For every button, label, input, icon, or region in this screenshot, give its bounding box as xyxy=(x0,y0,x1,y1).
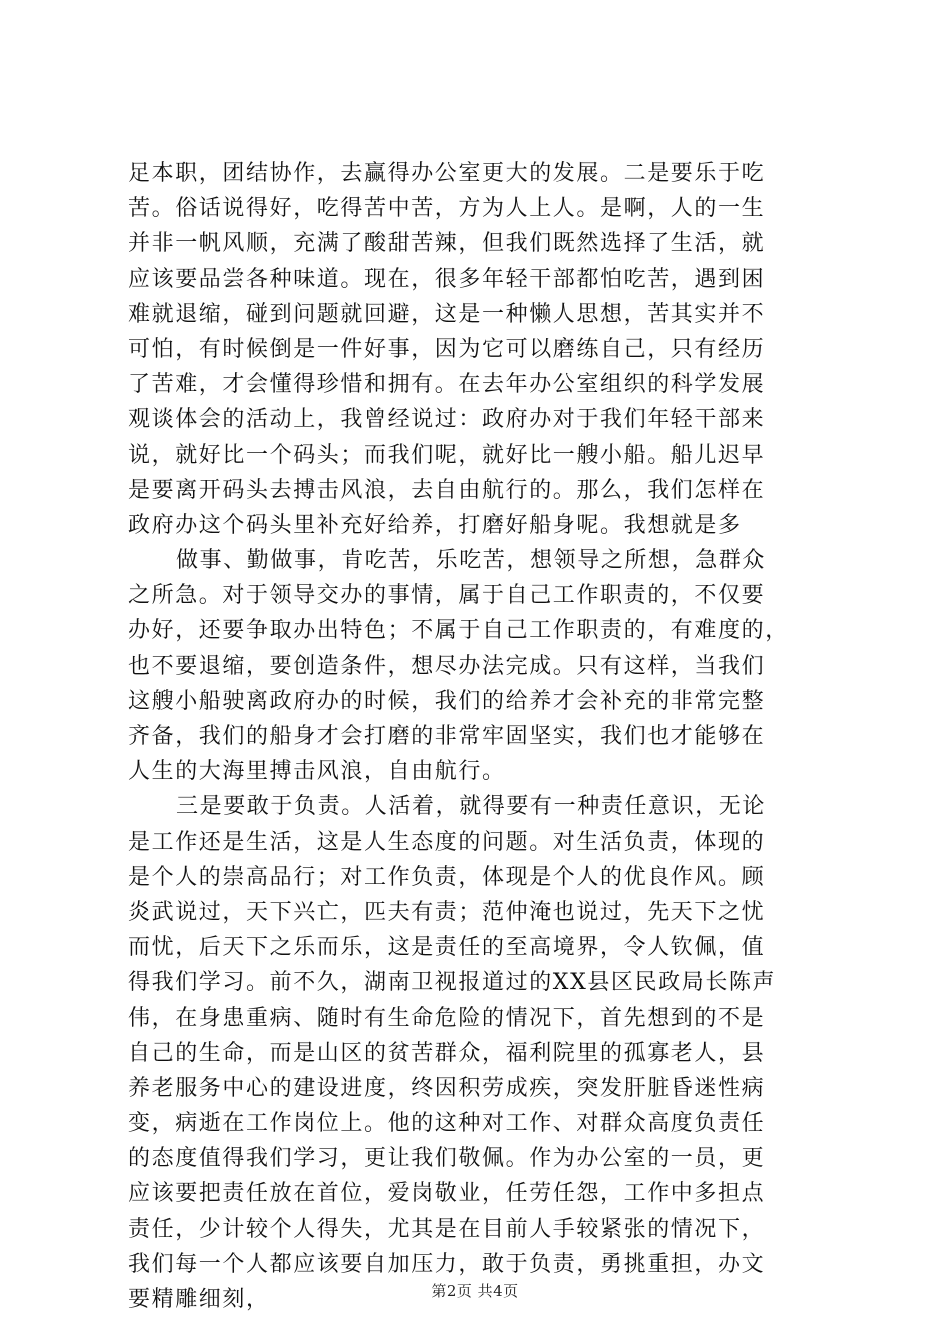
text-line: 伟，在身患重病、随时有生命危险的情况下，首先想到的不是 xyxy=(128,1005,766,1031)
text-line: 自己的生命，而是山区的贫苦群众，福利院里的孤寡老人，县 xyxy=(128,1040,766,1066)
text-line: 要精雕细刻， xyxy=(128,1287,270,1312)
text-line: 观谈体会的活动上，我曾经说过：政府办对于我们年轻干部来 xyxy=(128,407,766,433)
text-line: 这艘小船驶离政府办的时候，我们的给养才会补充的非常完整 xyxy=(128,688,766,714)
text-line: 苦。俗话说得好，吃得苦中苦，方为人上人。是啊，人的一生 xyxy=(128,196,766,222)
text-line: 政府办这个码头里补充好给养，打磨好船身呢。我想就是多 xyxy=(128,512,742,538)
text-line: 是个人的崇高品行；对工作负责，体现是个人的优良作风。顾 xyxy=(128,864,766,890)
text-line: 应该要品尝各种味道。现在，很多年轻干部都怕吃苦，遇到困 xyxy=(128,266,766,292)
text-line: 难就退缩，碰到问题就回避，这是一种懒人思想，苦其实并不 xyxy=(128,301,766,327)
text-line: 说，就好比一个码头；而我们呢，就好比一艘小船。船儿迟早 xyxy=(128,442,766,468)
text-line: 也不要退缩，要创造条件，想尽办法完成。只有这样，当我们 xyxy=(128,653,766,679)
text-line: 应该要把责任放在首位，爱岗敬业，任劳任怨，工作中多担点 xyxy=(128,1181,766,1207)
text-line: 了苦难，才会懂得珍惜和拥有。在去年办公室组织的科学发展 xyxy=(128,372,766,398)
text-line: 变，病逝在工作岗位上。他的这种对工作、对群众高度负责任 xyxy=(128,1111,766,1137)
text-line: 责任，少计较个人得失，尤其是在目前人手较紧张的情况下， xyxy=(128,1216,766,1242)
text-line: 得我们学习。前不久，湖南卫视报道过的XX县区民政局长陈声 xyxy=(128,970,777,996)
text-line: 而忧，后天下之乐而乐，这是责任的至高境界，令人钦佩，值 xyxy=(128,935,766,961)
text-line: 办好，还要争取办出特色；不属于自己工作职责的，有难度的， xyxy=(128,618,789,644)
text-line: 之所急。对于领导交办的事情，属于自己工作职责的，不仅要 xyxy=(128,583,766,609)
paragraph-start-line: 做事、勤做事，肯吃苦，乐吃苦，想领导之所想，急群众 xyxy=(176,548,767,574)
text-line: 的态度值得我们学习，更让我们敬佩。作为办公室的一员，更 xyxy=(128,1146,766,1172)
text-line: 是要离开码头去搏击风浪，去自由航行的。那么，我们怎样在 xyxy=(128,477,766,503)
text-line: 我们每一个人都应该要自加压力，敢于负责，勇挑重担，办文 xyxy=(128,1251,766,1277)
paragraph-start-line: 三是要敢于负责。人活着，就得要有一种责任意识，无论 xyxy=(176,794,767,820)
text-line: 足本职，团结协作，去赢得办公室更大的发展。二是要乐于吃 xyxy=(128,161,766,186)
text-line: 齐备，我们的船身才会打磨的非常牢固坚实，我们也才能够在 xyxy=(128,724,766,749)
text-line: 是工作还是生活，这是人生态度的问题。对生活负责，体现的 xyxy=(128,829,766,855)
body-text xyxy=(128,156,832,1317)
text-line: 并非一帆风顺，充满了酸甜苦辣，但我们既然选择了生活，就 xyxy=(128,231,766,257)
text-line: 养老服务中心的建设进度，终因积劳成疾，突发肝脏昏迷性病 xyxy=(128,1075,766,1101)
text-line: 人生的大海里搏击风浪，自由航行。 xyxy=(128,759,506,785)
page-number-footer: 第2页 共4页 xyxy=(431,1282,519,1300)
text-line: 炎武说过，天下兴亡，匹夫有责；范仲淹也说过，先天下之忧 xyxy=(128,899,766,925)
text-line: 可怕，有时候倒是一件好事，因为它可以磨练自己，只有经历 xyxy=(128,336,766,362)
